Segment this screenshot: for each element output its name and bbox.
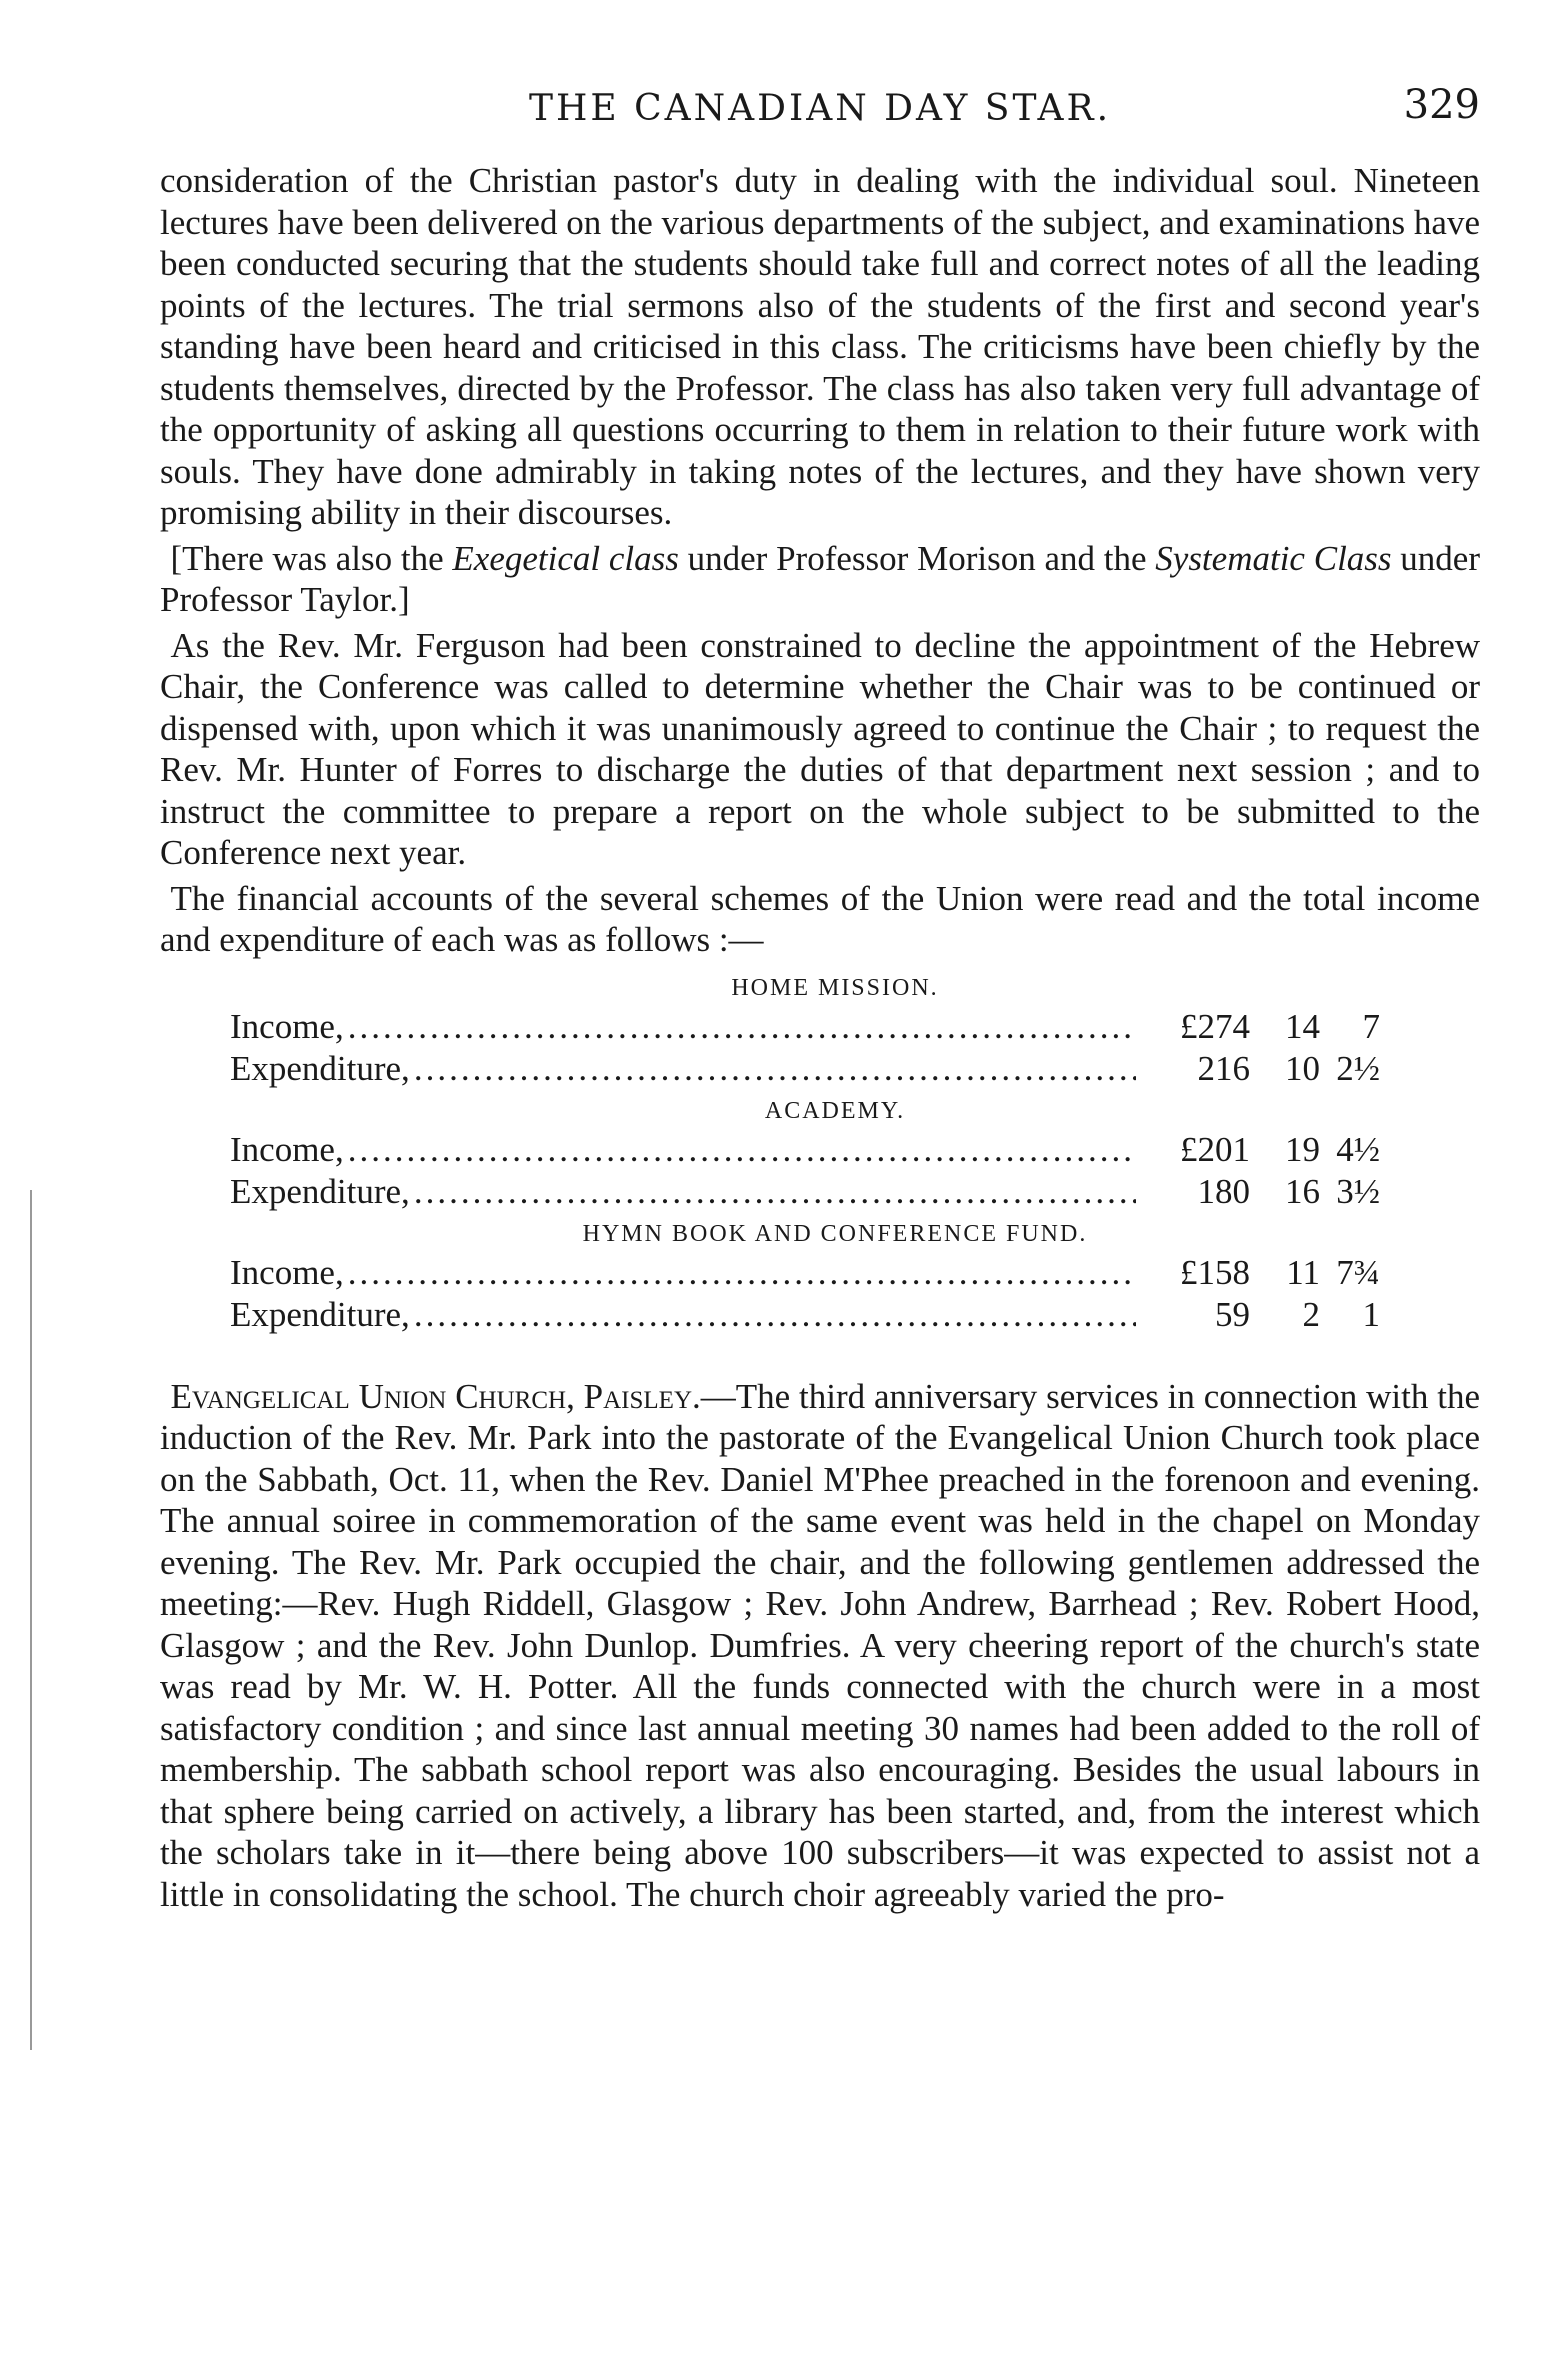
account-pounds: £158 xyxy=(1180,1252,1250,1292)
account-label: Income, xyxy=(230,1006,344,1046)
paragraph-paisley xyxy=(160,1376,1480,1916)
paragraph-hebrew-chair: As the Rev. Mr. Ferguson had been constrained to decline the appointment of the Hebrew Chair, the Conference was called to determine whether the Chair was to be continued or dispensed with, upon which it was unanimously agreed to continue the Chair ; to request the Rev. Mr. Hunter of Forres to discharge the duties of that department next session ; and to instruct the committee to prepare a report on the whole subject to be submitted to the Conference next year. xyxy=(160,625,1480,872)
news-body: —The third anniversary services in connection with the induction of the Rev. Mr. Park into the pastorate of the Evangelical Union Church took place on the Sabbath, Oct. 11, when the Rev. Daniel M'Phee preached in the forenoon and evening. The annual soiree in commemoration of the same event was held in the chapel on Monday evening. The Rev. Mr. Park occupied the chair, and the following gentlemen addressed the meeting:—Rev. Hugh Riddell, Glasgow ; Rev. John Andrew, Barrhead ; Rev. Robert Hood, Glasgow ; and the Rev. John Dunlop. Dumfries. A very cheering report of the church's state was read by Mr. W. H. Potter. All the funds connected with the church were in a most satisfactory condition ; and since last annual meeting 30 names had been added to the roll of membership. The sabbath school report was also encouraging. Besides the usual labours in that sphere being carried on actively, a library has been started, and, from the interest which the scholars take in it—there being above 100 subscribers—it was expected to assist not a little in consolidating the school. The church choir agreeably varied the pro- xyxy=(160,1376,1480,1914)
leader-dots xyxy=(348,1006,1136,1048)
account-pence: 4½ xyxy=(1336,1129,1380,1169)
financial-accounts xyxy=(230,975,1380,1336)
margin-scan-marks xyxy=(30,1190,38,2050)
account-label: Income, xyxy=(230,1129,344,1169)
account-heading-home-mission: HOME MISSION. xyxy=(731,974,939,1001)
page-number: 329 xyxy=(1403,82,1480,128)
account-shillings: 14 xyxy=(1285,1006,1320,1046)
running-head xyxy=(160,82,1480,138)
article-body xyxy=(160,160,1480,961)
account-label: Expenditure, xyxy=(230,1171,410,1211)
account-pounds: £201 xyxy=(1180,1129,1250,1169)
account-pence: 2½ xyxy=(1336,1048,1380,1088)
account-heading-academy: ACADEMY. xyxy=(764,1097,906,1124)
account-shillings: 10 xyxy=(1285,1048,1320,1088)
account-label: Expenditure, xyxy=(230,1048,410,1088)
classes-note-mid: under Professor Morison and the xyxy=(678,538,1156,578)
account-pounds: 180 xyxy=(1197,1171,1250,1211)
account-pence: 3½ xyxy=(1336,1171,1380,1211)
account-pounds: £274 xyxy=(1180,1006,1250,1046)
account-label: Income, xyxy=(230,1252,344,1292)
account-row xyxy=(230,1006,1380,1048)
classes-note-pre: [There was also the xyxy=(170,538,453,578)
account-pounds: 216 xyxy=(1197,1048,1250,1088)
news-lead-heading: Evangelical Union Church, Paisley. xyxy=(170,1376,701,1416)
account-shillings: 19 xyxy=(1285,1129,1320,1169)
leader-dots xyxy=(414,1294,1136,1336)
leader-dots xyxy=(414,1171,1136,1213)
account-pence: 1 xyxy=(1362,1294,1380,1334)
leader-dots xyxy=(414,1048,1136,1090)
page xyxy=(160,82,1480,1919)
leader-dots xyxy=(348,1129,1136,1171)
exegetical-class-term: Exegetical class xyxy=(452,538,679,578)
paragraph-financial-intro: The financial accounts of the several schemes of the Union were read and the total income and expenditure of each was as follows :— xyxy=(160,878,1480,959)
account-shillings: 2 xyxy=(1302,1294,1320,1334)
account-row xyxy=(230,1048,1380,1090)
account-pounds: 59 xyxy=(1215,1294,1250,1334)
account-heading-hymn-book-fund: HYMN BOOK AND CONFERENCE FUND. xyxy=(582,1220,1088,1247)
journal-title: THE CANADIAN DAY STAR. xyxy=(528,88,1112,129)
account-label: Expenditure, xyxy=(230,1294,410,1334)
account-pence: 7¾ xyxy=(1336,1252,1380,1292)
paragraph-classes-note xyxy=(160,538,1480,621)
account-shillings: 11 xyxy=(1286,1252,1320,1292)
systematic-class-term: Systematic Class xyxy=(1155,538,1392,578)
account-row xyxy=(230,1252,1380,1294)
news-item-paisley xyxy=(160,1376,1480,1916)
classes-note-post: under Professor Taylor.] xyxy=(160,538,1480,619)
account-row xyxy=(230,1171,1380,1213)
account-row xyxy=(230,1294,1380,1336)
account-pence: 7 xyxy=(1362,1006,1380,1046)
account-row xyxy=(230,1129,1380,1171)
paragraph-lectures: consideration of the Christian pastor's duty in dealing with the individual soul. Nineteen lectures have been delivered on the various departments of the subject, and examinations have been conducted securing that the students should take full and correct notes of all the leading points of the lectures. The trial sermons also of the students of the first and second year's standing have been heard and criticised in this class. The criticisms have been chiefly by the students themselves, directed by the Professor. The class has also taken very full advantage of the opportunity of asking all questions occurring to them in relation to their future work with souls. They have done admirably in taking notes of the lectures, and they have shown very promising ability in their discourses. xyxy=(160,161,1480,532)
account-shillings: 16 xyxy=(1285,1171,1320,1211)
leader-dots xyxy=(348,1252,1136,1294)
